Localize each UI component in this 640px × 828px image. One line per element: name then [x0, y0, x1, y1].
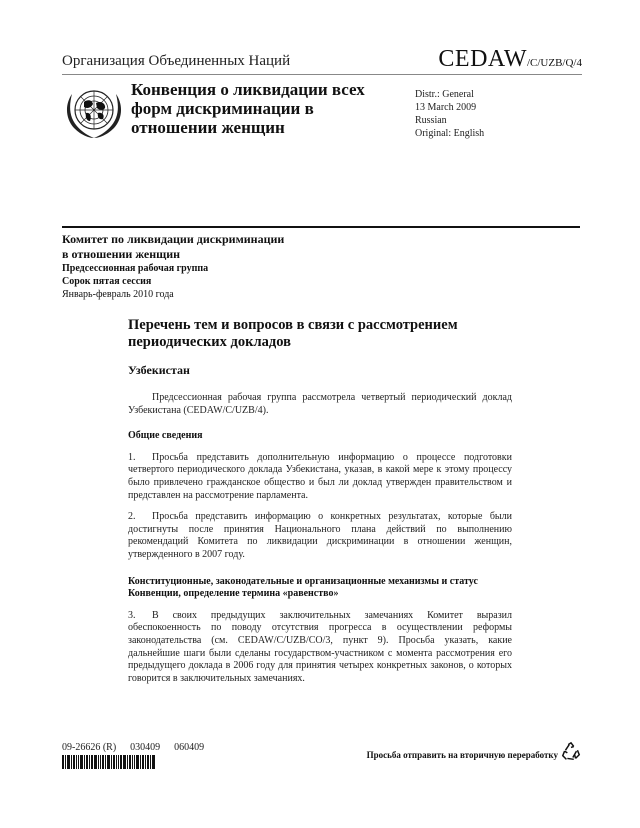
symbol-suffix: /C/UZB/Q/4	[526, 57, 582, 69]
intro-paragraph: Предсессионная рабочая группа рассмотрела четвертый периодический доклад Узбекистана (CEDAW/C/UZB/4).	[128, 392, 512, 416]
document-symbol	[438, 46, 582, 73]
paragraph-number: 1.	[128, 451, 136, 463]
paragraph-3	[128, 610, 512, 686]
country-heading: Узбекистан	[128, 363, 190, 377]
convention-title-line1: Конвенция о ликвидации всех	[131, 80, 365, 99]
document-title: Перечень тем и вопросов в связи с рассмотрением периодических докладов	[128, 317, 458, 350]
section-heading-constitutional: Конституционные, законодательные и организационные механизмы и статус Конвенции, определение термина «равенство»	[128, 575, 478, 600]
convention-title	[131, 80, 391, 137]
distribution-info	[415, 88, 484, 140]
paragraph-2	[128, 511, 512, 561]
un-emblem-icon	[62, 78, 126, 142]
footer-date-1: 030409	[130, 742, 161, 753]
committee-block	[62, 232, 284, 301]
distr-original: Original: English	[415, 128, 485, 139]
committee-name-line1: Комитет по ликвидации дискриминации	[62, 232, 285, 246]
section-rule	[62, 226, 580, 228]
paragraph-text: Просьба представить дополнительную информацию о процессе подготовки четвертого периодического доклада Узбекистана, указав, в какой мере к этому процессу было привлечено гражданское общество и был ли доклад утвержден правительством и представлен на рассмотрение парламента.	[128, 451, 512, 501]
footer-date-2: 060409	[174, 742, 205, 753]
footer-job-info	[62, 742, 218, 769]
recycle-note: Просьба отправить на вторичную переработку	[366, 750, 558, 760]
distr-date: 13 March 2009	[415, 102, 477, 113]
session: Сорок пятая сессия	[62, 276, 152, 287]
distr-type: Distr.: General	[415, 89, 474, 100]
session-dates: Январь-февраль 2010 года	[62, 289, 174, 300]
paragraph-number: 3.	[128, 609, 136, 621]
header-rule	[62, 74, 582, 75]
committee-name-line2: в отношении женщин	[62, 247, 181, 261]
job-number: 09-26626 (R)	[62, 742, 117, 753]
paragraph-text: В своих предыдущих заключительных замечаниях Комитет выразил обеспокоенность по поводу отсутствия прогресса в осуществлении реформы законодательства (см. CEDAW/C/UZB/CO/3, пункт 9). Просьба указать, какие дальнейшие шаги были сделаны государством-участником с момента рассмотрения его предыдущего доклада в 2006 году для принятия четырех конкретных законов, о которых говорится в заключительных замечаниях.	[128, 609, 512, 684]
document-body	[128, 317, 512, 694]
paragraph-text: Просьба представить информацию о конкретных результатах, которые были достигнуты после принятия Национального плана действий по выполнению рекомендаций Комитета по ликвидации дискриминации в отношении женщин, утвержденного в 2007 году.	[128, 511, 512, 560]
symbol-main: CEDAW	[438, 46, 527, 72]
convention-title-line3: отношении женщин	[131, 118, 285, 137]
convention-title-line2: форм дискриминации в	[131, 99, 314, 118]
paragraph-1	[128, 452, 512, 502]
section-heading-general: Общие сведения	[128, 430, 203, 442]
paragraph-number: 2.	[128, 511, 136, 523]
organization-name: Организация Объединенных Наций	[62, 53, 291, 69]
barcode-icon	[62, 755, 182, 769]
distr-language: Russian	[415, 115, 447, 126]
working-group: Предсессионная рабочая группа	[62, 263, 209, 274]
recycle-icon	[560, 741, 582, 763]
